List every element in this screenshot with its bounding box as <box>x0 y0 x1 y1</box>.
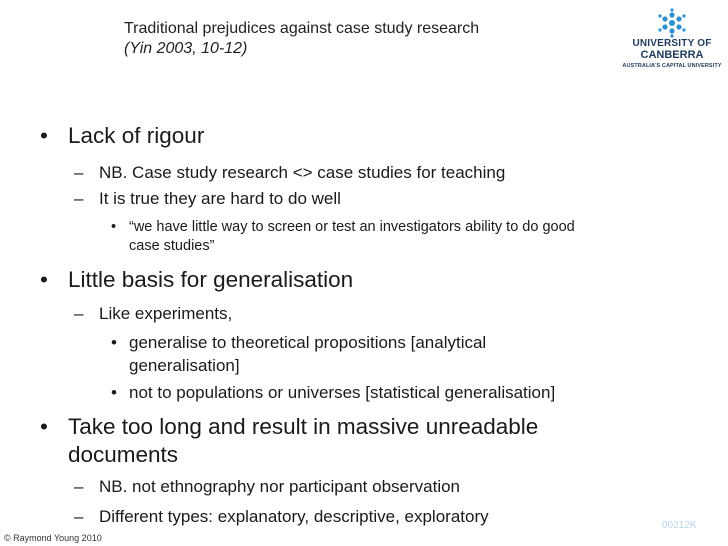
sub-bullet-text: It is true they are hard to do well <box>99 189 341 208</box>
dash-marker: – <box>74 507 84 526</box>
dash-marker: – <box>74 163 84 182</box>
bullet-marker: • <box>111 219 117 235</box>
sub-bullet-text: Different types: explanatory, descriptive, exploratory <box>99 507 489 526</box>
bullet-marker: • <box>40 123 48 148</box>
sub-bullet-text: NB. Case study research <> case studies for teaching <box>99 163 506 182</box>
copyright-footer: © Raymond Young 2010 <box>4 533 102 543</box>
dash-marker: – <box>74 304 84 323</box>
sub-bullet-text: Like experiments, <box>99 304 233 323</box>
logo-line-university-of: UNIVERSITY OF <box>632 38 712 49</box>
dash-marker: – <box>74 477 84 496</box>
bullet-text-line2: documents <box>68 442 179 467</box>
bullet-marker: • <box>111 333 117 352</box>
slide-code: 00212K <box>662 520 697 531</box>
point-text-line1: generalise to theoretical propositions [analytical <box>129 333 487 352</box>
university-logo <box>622 8 722 74</box>
quote-text-line1: “we have little way to screen or test an investigators ability to do good <box>129 219 575 235</box>
bullet-text: Lack of rigour <box>68 123 205 148</box>
bullet-marker: • <box>40 267 48 292</box>
quote-text-line2: case studies” <box>129 238 215 254</box>
logo-line-canberra: CANBERRA <box>640 49 704 61</box>
bullet-text-line1: Take too long and result in massive unreadable <box>68 414 539 439</box>
point-text: not to populations or universes [statistical generalisation] <box>129 383 556 402</box>
point-text-line2: generalisation] <box>129 356 240 375</box>
bullet-marker: • <box>40 414 48 439</box>
bullet-text: Little basis for generalisation <box>68 267 354 292</box>
bullet-marker: • <box>111 383 117 402</box>
slide-title: Traditional prejudices against case study research <box>124 20 480 37</box>
slide-citation: (Yin 2003, 10-12) <box>124 40 248 57</box>
dash-marker: – <box>74 189 84 208</box>
logo-tagline: AUSTRALIA'S CAPITAL UNIVERSITY <box>622 63 722 69</box>
sub-bullet-text: NB. not ethnography nor participant observation <box>99 477 461 496</box>
snowflake-logo-icon <box>652 8 692 38</box>
